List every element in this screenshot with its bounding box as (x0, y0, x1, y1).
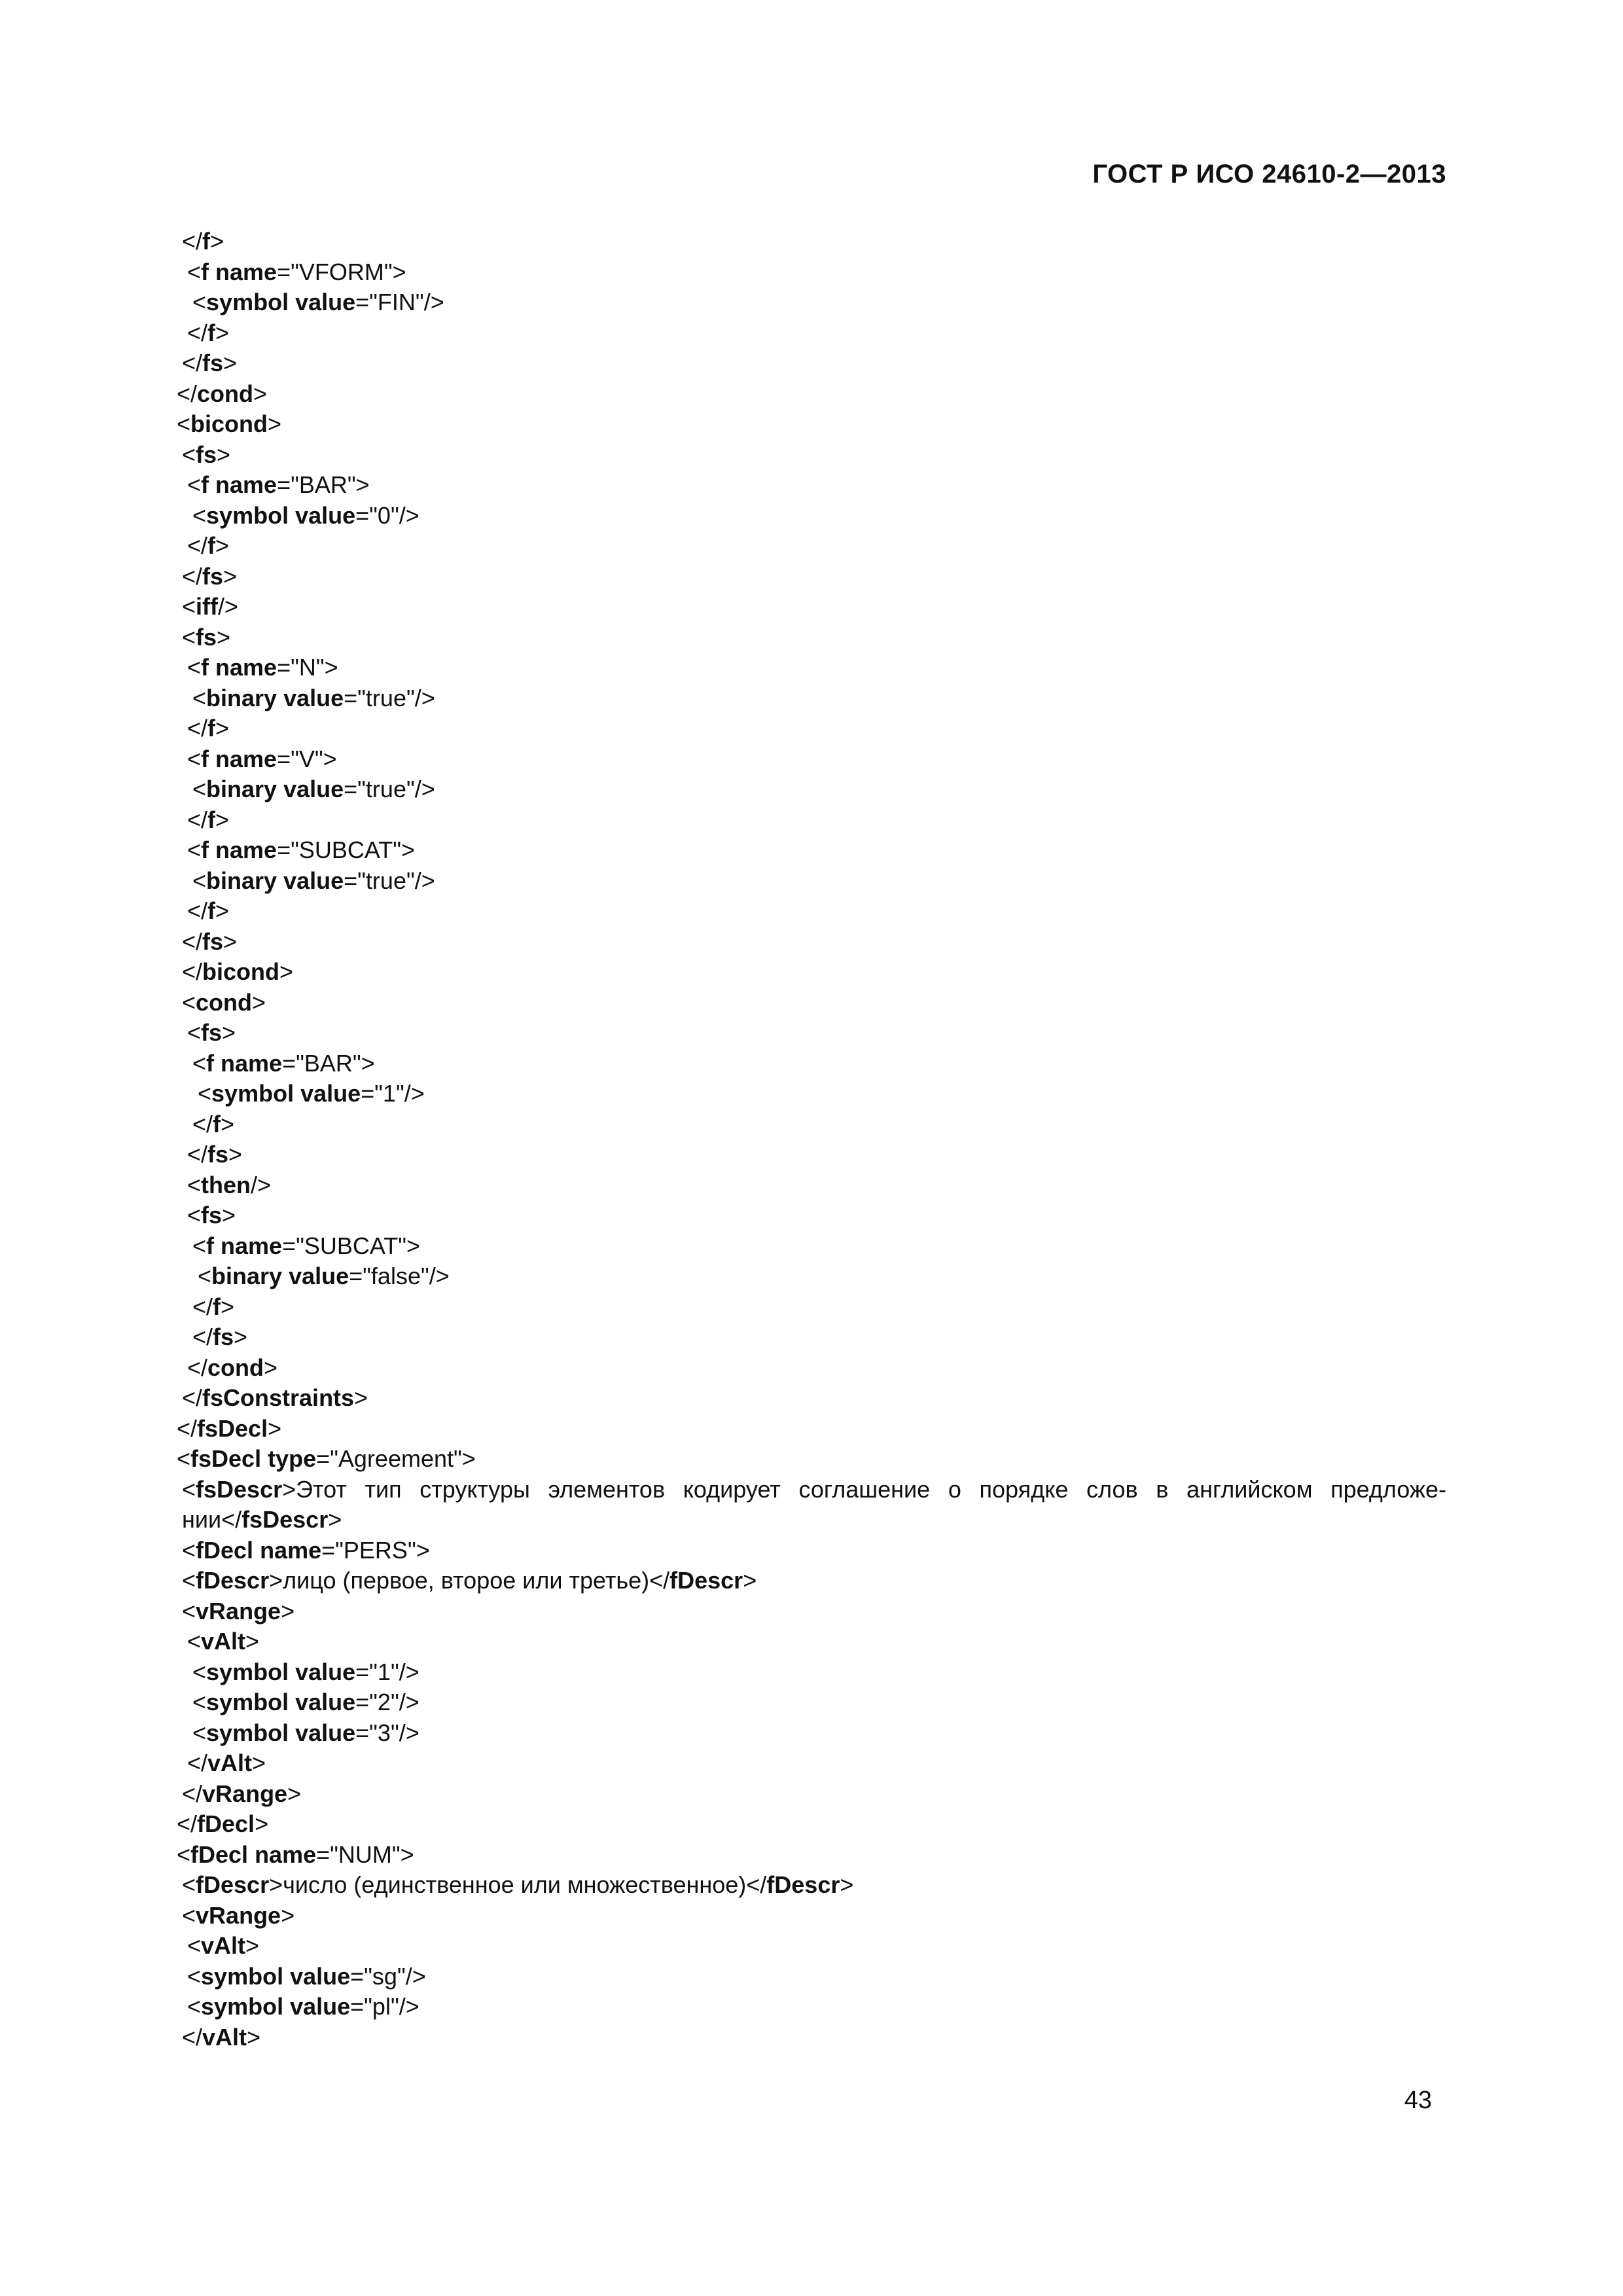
code-line (166, 1444, 1446, 1475)
code-tag-name: fDecl name (190, 1840, 317, 1868)
code-text: >число (единственное или множественное)</ (269, 1871, 767, 1898)
code-text: > (222, 1202, 236, 1229)
code-text: ="SUBCAT"> (282, 1232, 421, 1259)
code-tag-name: fsDecl (197, 1414, 268, 1442)
code-tag-name: f (213, 1293, 221, 1320)
code-line (166, 1748, 1446, 1779)
code-text: < (187, 836, 202, 863)
code-tag-name: fs (196, 623, 217, 651)
code-line (166, 1170, 1446, 1201)
code-tag-name: bicond (190, 410, 268, 437)
code-text: </ (187, 1354, 208, 1381)
code-text: > (215, 532, 230, 559)
code-tag-name: f name (201, 654, 277, 681)
code-line (166, 683, 1446, 714)
code-line (166, 1200, 1446, 1231)
code-text: > (217, 440, 231, 468)
code-text: </ (177, 380, 198, 407)
code-text: </ (187, 532, 208, 559)
code-text: < (182, 1597, 196, 1624)
code-text: < (192, 684, 207, 711)
code-tag-name: f name (201, 258, 277, 285)
code-text: > (268, 410, 282, 437)
code-tag-name: fDecl (197, 1810, 255, 1837)
code-tag-name: fs (202, 350, 224, 376)
code-text: < (187, 1993, 202, 2020)
code-tag-name: vAlt (201, 1628, 246, 1655)
code-line (166, 1687, 1446, 1718)
code-text: < (182, 593, 196, 620)
code-tag-name: f name (201, 836, 277, 863)
code-tag-name: f name (201, 471, 277, 498)
code-text: > (279, 958, 294, 985)
code-text: > (264, 1354, 278, 1381)
code-tag-name: f (207, 319, 216, 346)
code-text: < (187, 1171, 202, 1198)
code-text: < (192, 867, 207, 894)
code-text: </ (187, 806, 208, 833)
code-line (166, 1566, 1446, 1596)
code-line (166, 927, 1446, 958)
code-line (166, 287, 1446, 318)
code-tag-name: f (202, 228, 211, 255)
code-text: < (192, 1658, 207, 1685)
code-line (166, 1414, 1446, 1444)
code-text: < (187, 654, 202, 681)
code-line (166, 501, 1446, 531)
code-line (166, 1353, 1446, 1384)
code-tag-name: fsConstraints (202, 1384, 355, 1411)
code-text: < (187, 1202, 202, 1229)
code-text: > (281, 1901, 295, 1929)
code-line (166, 1018, 1446, 1049)
code-text: > (252, 988, 266, 1016)
code-text: </ (177, 1810, 198, 1837)
code-text: ="SUBCAT"> (277, 836, 416, 863)
code-line (166, 1840, 1446, 1871)
code-text: > (217, 623, 231, 651)
code-tag-name: symbol value (206, 501, 356, 529)
code-line (166, 1962, 1446, 1992)
code-line (166, 1231, 1446, 1262)
code-text: </ (177, 1414, 198, 1442)
code-tag-name: fs (201, 1019, 223, 1046)
code-text: < (192, 501, 207, 529)
code-tag-name: vRange (202, 1780, 288, 1807)
code-line (166, 1657, 1446, 1688)
code-text: </ (187, 1141, 208, 1168)
code-line (166, 1596, 1446, 1627)
code-text: ="BAR"> (277, 471, 370, 498)
code-tag-name: f name (206, 1232, 283, 1259)
code-tag-name: vAlt (207, 1749, 253, 1776)
code-line (166, 1626, 1446, 1657)
code-text: ="true"/> (344, 776, 435, 802)
code-text: < (187, 1962, 202, 1990)
code-text: </ (182, 350, 203, 376)
code-tag-name: binary value (211, 1263, 349, 1289)
code-line (166, 1870, 1446, 1901)
code-text: < (177, 1445, 191, 1472)
code-text: ="true"/> (344, 867, 435, 894)
code-line (166, 1475, 1446, 1535)
code-text: ="0"/> (355, 501, 419, 529)
code-text: < (182, 1901, 196, 1929)
code-text: </ (187, 1749, 208, 1776)
code-line (166, 440, 1446, 471)
code-tag-name: symbol value (206, 1719, 356, 1746)
code-line (166, 409, 1446, 440)
code-text: > (328, 1506, 342, 1533)
code-tag-name: f (207, 532, 216, 559)
code-text: /> (218, 593, 239, 620)
code-text: > (268, 1414, 282, 1442)
code-text: > (255, 1810, 269, 1837)
code-text: < (192, 1689, 207, 1715)
code-text: ="BAR"> (282, 1049, 375, 1077)
code-text: < (192, 1049, 207, 1077)
code-line (166, 988, 1446, 1018)
code-tag-name: fs (213, 1323, 234, 1350)
code-text: < (198, 1080, 212, 1107)
code-tag-name: fs (207, 1141, 229, 1168)
code-tag-name: f (213, 1110, 221, 1138)
code-text: >лицо (первое, второе или третье)</ (269, 1567, 670, 1594)
code-text: > (223, 562, 238, 590)
code-text: ="3"/> (355, 1719, 419, 1746)
code-text: > (221, 1110, 235, 1138)
code-line (166, 2022, 1446, 2053)
code-line (166, 1292, 1446, 1323)
code-text: </ (182, 228, 203, 255)
code-text: > (210, 228, 224, 255)
code-text: < (182, 1871, 196, 1898)
code-text: >Этот тип структуры элементов кодирует соглашение о порядке слов в английском предложе-нии</ (182, 1475, 1446, 1533)
code-text: > (281, 1597, 295, 1624)
code-line (166, 470, 1446, 501)
code-text: ="Agreement"> (316, 1445, 476, 1472)
code-tag-name: binary value (206, 684, 344, 711)
code-line (166, 1992, 1446, 2022)
code-line (166, 318, 1446, 349)
code-text: > (840, 1871, 854, 1898)
code-tag-name: fDecl name (196, 1536, 322, 1564)
code-tag-name: binary value (206, 776, 344, 802)
code-text: < (182, 1475, 196, 1503)
code-text: </ (187, 715, 208, 742)
code-line (166, 866, 1446, 897)
code-tag-name: f (207, 897, 216, 924)
code-tag-name: f name (201, 745, 277, 772)
code-text: < (192, 1232, 207, 1259)
code-text: ="true"/> (344, 684, 435, 711)
code-tag-name: binary value (206, 867, 344, 894)
code-text: > (743, 1567, 757, 1594)
code-line (166, 348, 1446, 379)
code-text: ="pl"/> (350, 1993, 419, 2020)
code-text: > (252, 1749, 266, 1776)
code-tag-name: cond (197, 380, 254, 407)
code-line (166, 1261, 1446, 1292)
code-text: </ (182, 927, 203, 955)
code-tag-name: fDescr (196, 1567, 270, 1594)
code-line (166, 1079, 1446, 1109)
code-line (166, 1901, 1446, 1931)
code-text: > (253, 380, 268, 407)
code-text: </ (192, 1323, 213, 1350)
code-line (166, 713, 1446, 744)
code-text: < (182, 1536, 196, 1564)
code-tag-name: fsDescr (241, 1506, 329, 1533)
code-text: < (182, 440, 196, 468)
code-tag-name: vAlt (201, 1932, 246, 1959)
code-text: > (247, 2023, 261, 2051)
code-text: > (245, 1628, 260, 1655)
code-text: < (182, 1567, 196, 1594)
code-text: < (198, 1263, 212, 1289)
code-text: ="VFORM"> (277, 258, 406, 285)
code-text: </ (192, 1293, 213, 1320)
code-text: < (192, 776, 207, 802)
code-text: < (187, 745, 202, 772)
code-line (166, 957, 1446, 988)
code-tag-name: iff (196, 593, 219, 620)
code-line (166, 592, 1446, 622)
page-number: 43 (1404, 2087, 1432, 2114)
code-text: ="V"> (277, 745, 337, 772)
code-text: </ (182, 1780, 203, 1807)
code-text: < (182, 623, 196, 651)
code-text: > (234, 1323, 248, 1350)
code-text: > (215, 319, 230, 346)
code-tag-name: fs (201, 1202, 223, 1229)
code-line (166, 1809, 1446, 1840)
code-text: /> (251, 1171, 272, 1198)
code-tag-name: fDescr (669, 1567, 743, 1594)
code-line (166, 744, 1446, 775)
code-text: > (223, 350, 238, 376)
code-tag-name: cond (196, 988, 253, 1016)
code-tag-name: f (207, 806, 216, 833)
code-text: > (215, 806, 230, 833)
code-line (166, 774, 1446, 805)
code-line (166, 1322, 1446, 1353)
code-line (166, 562, 1446, 592)
code-text: < (187, 1932, 202, 1959)
code-tag-name: fs (196, 440, 217, 468)
code-tag-name: symbol value (206, 289, 356, 315)
code-line (166, 1139, 1446, 1170)
code-tag-name: fs (202, 562, 224, 590)
code-text: ="false"/> (349, 1263, 450, 1289)
code-line (166, 896, 1446, 927)
code-text: </ (182, 562, 203, 590)
page-header: ГОСТ Р ИСО 24610-2—2013 (1092, 160, 1446, 188)
code-text: ="1"/> (361, 1080, 425, 1107)
code-tag-name: fDescr (766, 1871, 840, 1898)
code-tag-name: fs (202, 927, 224, 955)
code-tag-name: f (207, 715, 216, 742)
code-text: < (177, 410, 191, 437)
code-tag-name: fsDecl type (190, 1445, 317, 1472)
code-text: ="NUM"> (316, 1840, 414, 1868)
code-text: > (245, 1932, 260, 1959)
code-line (166, 531, 1446, 562)
code-line (166, 1383, 1446, 1414)
code-tag-name: vRange (196, 1597, 281, 1624)
code-line (166, 1718, 1446, 1749)
code-line (166, 257, 1446, 288)
code-tag-name: symbol value (201, 1993, 351, 2020)
code-tag-name: symbol value (201, 1962, 351, 1990)
code-text: > (215, 897, 230, 924)
code-text: </ (182, 1384, 203, 1411)
code-text: < (192, 1719, 207, 1746)
code-text: ="sg"/> (350, 1962, 426, 1990)
code-line (166, 1779, 1446, 1810)
code-text: > (287, 1780, 302, 1807)
code-tag-name: fDescr (196, 1871, 270, 1898)
code-line (166, 835, 1446, 866)
code-text: </ (192, 1110, 213, 1138)
code-text: < (187, 258, 202, 285)
code-tag-name: symbol value (206, 1689, 356, 1715)
code-text: < (177, 1840, 191, 1868)
code-text: > (228, 1141, 243, 1168)
code-text: ="1"/> (355, 1658, 419, 1685)
code-tag-name: cond (207, 1354, 264, 1381)
code-text: < (187, 1019, 202, 1046)
code-text: > (222, 1019, 236, 1046)
code-line (166, 1109, 1446, 1140)
code-line (166, 805, 1446, 836)
code-line (166, 379, 1446, 410)
code-text: ="N"> (277, 654, 338, 681)
code-text: </ (182, 958, 203, 985)
code-text: > (221, 1293, 235, 1320)
code-text: < (182, 988, 196, 1016)
code-tag-name: f name (206, 1049, 283, 1077)
code-line (166, 653, 1446, 683)
code-line (166, 622, 1446, 653)
code-text: </ (187, 897, 208, 924)
code-line (166, 226, 1446, 257)
code-text: </ (187, 319, 208, 346)
code-tag-name: symbol value (206, 1658, 356, 1685)
code-text: > (223, 927, 238, 955)
code-text: < (187, 1628, 202, 1655)
code-text: ="FIN"/> (355, 289, 444, 315)
code-text: ="2"/> (355, 1689, 419, 1715)
code-tag-name: then (201, 1171, 251, 1198)
code-tag-name: fsDescr (196, 1475, 283, 1503)
code-text: > (354, 1384, 368, 1411)
code-text: < (187, 471, 202, 498)
code-line (166, 1931, 1446, 1962)
code-line (166, 1049, 1446, 1079)
code-text: < (192, 289, 207, 315)
code-text: ="PERS"> (321, 1536, 430, 1564)
xml-code-listing (166, 226, 1446, 2053)
code-tag-name: symbol value (211, 1080, 361, 1107)
code-tag-name: bicond (202, 958, 280, 985)
code-text: > (215, 715, 230, 742)
code-tag-name: vRange (196, 1901, 281, 1929)
code-tag-name: vAlt (202, 2023, 247, 2051)
code-text: </ (182, 2023, 203, 2051)
code-line (166, 1535, 1446, 1566)
